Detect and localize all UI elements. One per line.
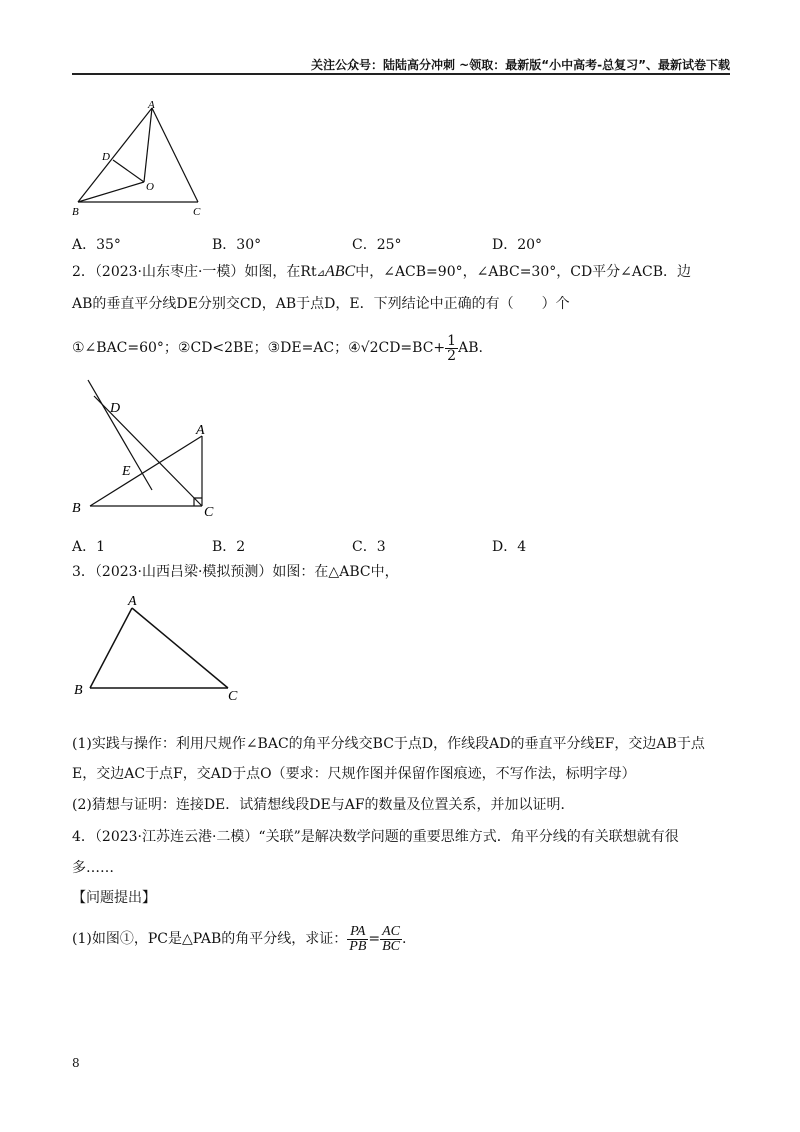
fig3-label-A: A [128,594,137,609]
fraction-numerator: 1 [447,332,457,349]
fig1-seg-BO [78,182,144,202]
q3-part1-line1: (1)实践与操作：利用尺规作∠BAC的角平分线交BC于点D，作线段AD的垂直平分线EF，交边AB于点 [72,736,705,752]
fraction-numerator: PA [347,925,368,940]
q2-stem-prefix: 2．（2023·山东枣庄·一模）如图，在Rt [72,264,317,280]
fig3-seg-AC [132,608,228,688]
fraction-denominator: BC [382,938,400,954]
fig1-label-A: A [148,99,155,111]
fig1-label-B: B [72,206,79,218]
q2-triangle-name: ABC [325,263,356,280]
q2-stem-rest: ∠ACB=90°，∠ABC=30°，CD平分∠ACB．边 [383,264,692,280]
q2-stem-line2: AB的垂直平分线DE分别交CD，AB于点D，E．下列结论中正确的有（ ）个 [72,296,570,312]
fig1-label-D: D [102,151,110,163]
header-divider [72,73,730,75]
fig1-seg-DO [113,160,144,182]
fig2-label-A: A [196,423,205,438]
fig1-label-O: O [146,181,154,193]
q3-part2: (2)猜想与证明：连接DE．试猜想线段DE与AF的数量及位置关系，并加以证明． [72,797,575,813]
q4-stem-line2: 多…… [72,860,114,876]
q3-part1-line2: E，交边AC于点F，交AD于点O（要求：尺规作图并保留作图痕迹，不写作法，标明字母） [72,766,636,782]
fig3-seg-AB [90,608,132,688]
fig2-seg-AB [90,436,202,506]
fig2-perpendicular-bisector-DE [88,380,152,490]
q4-stem-line1: 4．（2023·江苏连云港·二模）“关联”是解决数学问题的重要思维方式．角平分线的有关联想就有很 [72,829,679,845]
triangle-symbol: ⊿ [316,268,325,279]
q4-section-heading: 【问题提出】 [72,890,156,906]
fig2-label-B: B [72,501,81,516]
q1-option-b: B．30° [212,237,262,253]
q4-part1-text: (1)如图①，PC是△PAB的角平分线，求证： [72,931,348,947]
fig3-label-C: C [228,689,238,704]
q3-stem: 3．（2023·山西吕梁·模拟预测）如图：在△ABC中， [72,564,399,580]
figure-1-triangle [60,98,220,222]
fraction-half [445,334,458,363]
q1-option-d: D．20° [492,237,543,253]
fraction-ac-bc [380,925,402,954]
page-header: 关注公众号：陆陆高分冲刺 ~领取：最新版“小中高考-总复习”、最新试卷下载 [311,58,730,72]
equals-sign: = [368,931,381,947]
fig3-label-B: B [74,683,83,698]
figure-2-triangle [64,372,228,522]
fig1-seg-AB [78,108,152,202]
q2-option-a: A．1 [72,539,106,555]
fig2-label-D: D [110,401,121,416]
fig1-seg-AO [144,108,152,182]
q2-option-c: C．3 [352,539,386,555]
q2-option-b: B．2 [212,539,246,555]
q2-stem-mid: 中， [355,264,384,280]
q2-statements [72,332,483,364]
q2-option-d: D．4 [492,539,527,555]
fig2-label-C: C [204,505,214,520]
fig1-seg-AC [152,108,198,202]
q2-statements-end: AB. [458,340,483,356]
fraction-pa-pb [347,925,368,954]
q1-option-c: C．25° [352,237,402,253]
fraction-denominator: 2 [447,347,457,364]
page-number: 8 [72,1056,80,1070]
q1-option-a: A．35° [72,237,121,253]
fraction-denominator: PB [349,938,367,954]
period: . [402,931,407,947]
fig2-label-E: E [122,464,131,479]
fraction-numerator: AC [382,923,400,939]
figure-3-triangle [68,588,248,706]
q2-stem-line1 [72,262,691,284]
q2-statements-text: ①∠BAC=60°；②CD<2BE；③DE=AC；④√2CD=BC+ [72,340,446,356]
q4-part1 [72,922,406,956]
fig1-label-C: C [193,206,201,218]
